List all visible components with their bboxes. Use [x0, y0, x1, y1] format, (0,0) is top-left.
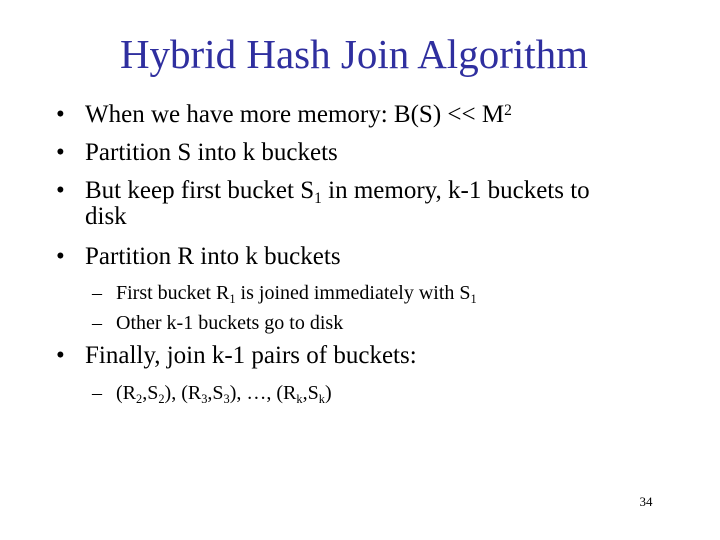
bullet-marker: • — [56, 342, 65, 369]
sub-bullet-text: Other k-1 buckets go to disk — [116, 312, 344, 334]
sub-bullet-text: First bucket $R_1$ is joined immediately with $S_1$ — [116, 282, 477, 307]
page-number: 34 — [639, 494, 653, 509]
bullet-text: When we have more memory: $B(S) << M^2$ — [85, 101, 512, 128]
bullet-text: Finally, join k-1 pairs of buckets: — [85, 342, 417, 369]
bullet-marker: • — [56, 177, 65, 204]
sub-bullet-text: $(R_2,S_2)$, $(R_3,S_3)$, …, $(R_k,S_k)$ — [116, 382, 332, 407]
bullet-marker: • — [56, 139, 65, 166]
bullet-text: But keep first bucket $S_1$ in memory, k-1 buckets to — [85, 177, 590, 208]
bullet-text-continued: disk — [85, 203, 127, 230]
dash-marker: – — [92, 312, 102, 334]
slide-title: Hybrid Hash Join Algorithm — [119, 31, 589, 77]
bullet-marker: • — [56, 243, 65, 270]
bullet-text: Partition S into k buckets — [85, 139, 338, 166]
bullet-marker: • — [56, 101, 65, 128]
dash-marker: – — [92, 382, 102, 404]
dash-marker: – — [92, 282, 102, 304]
bullet-text: Partition R into k buckets — [85, 243, 341, 270]
